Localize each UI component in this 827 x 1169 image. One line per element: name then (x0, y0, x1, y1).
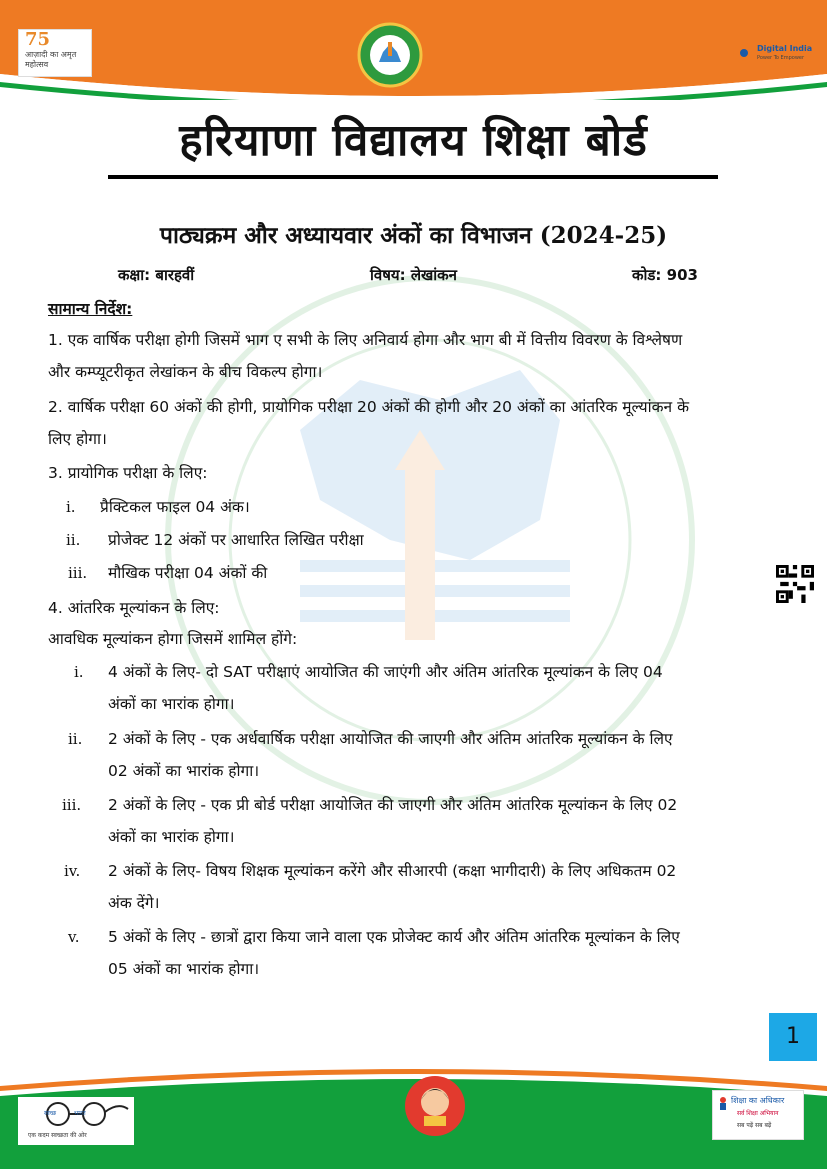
assessment-item-line-2: अंकों का भारांक होगा। (108, 828, 235, 846)
digital-india-icon (733, 42, 755, 64)
assessment-item-line-2: 02 अंकों का भारांक होगा। (108, 762, 260, 780)
assessment-item-number: i. (74, 663, 84, 681)
assessment-item-line-1: 5 अंकों के लिए - छात्रों द्वारा किया जाने वाला एक प्रोजेक्ट कार्य और अंतिम आंतरिक मूल्यांकन के लिए (108, 928, 680, 946)
page-number-badge: 1 (769, 1013, 817, 1061)
beti-bachao-logo-icon (404, 1070, 466, 1142)
code-label: कोड: 903 (632, 266, 698, 284)
practical-item-number: iii. (68, 564, 88, 582)
shiksha-ka-adhikar-logo (712, 1090, 804, 1140)
point-3-heading: 3. प्रायोगिक परीक्षा के लिए: (48, 464, 208, 482)
class-label: कक्षा: बारहवीं (118, 266, 195, 284)
digital-india-tagline: Power To Empower (757, 55, 805, 61)
qr-code-icon[interactable] (776, 565, 814, 603)
swachh-bharat-tagline: एक कदम स्वच्छता की ओर (28, 1132, 87, 1139)
assessment-item-line-2: अंकों का भारांक होगा। (108, 695, 235, 713)
children-icon (715, 1095, 731, 1111)
page-title: हरियाणा विद्यालय शिक्षा बोर्ड (179, 115, 648, 166)
assessment-item-line-2: 05 अंकों का भारांक होगा। (108, 960, 260, 978)
swachh-bharat-logo (18, 1097, 134, 1145)
digital-india-label: Digital India (757, 44, 813, 53)
section-heading: सामान्य निर्देश: (48, 300, 133, 318)
title-underline (108, 175, 718, 179)
assessment-item-line-2: अंक देंगे। (108, 894, 160, 912)
assessment-item-number: v. (68, 928, 80, 946)
practical-item-number: ii. (66, 531, 81, 549)
board-emblem-icon (357, 22, 423, 88)
swachh-bharat-label: स्वच्छ भारत (44, 1110, 86, 1117)
assessment-item-line-1: 2 अंकों के लिए - एक अर्धवार्षिक परीक्षा आयोजित की जाएगी और अंतिम आंतरिक मूल्यांकन के लिए (108, 730, 673, 748)
rte-tagline: सब पढ़ें सब बढ़ें (737, 1122, 772, 1129)
page-subtitle: पाठ्यक्रम और अध्यायवार अंकों का विभाजन (2024-25) (159, 222, 668, 249)
azadi-ka-amrit-mahotsav-logo (18, 29, 92, 77)
practical-item-text: प्रोजेक्ट 12 अंकों पर आधारित लिखित परीक्षा (108, 531, 364, 549)
practical-item-text: मौखिक परीक्षा 04 अंकों की (108, 564, 268, 582)
rte-title: शिक्षा का अधिकार (731, 1096, 785, 1105)
assessment-item-number: ii. (68, 730, 83, 748)
azadi-logo-caption: आज़ादी का अमृत महोत्सव (25, 50, 77, 69)
point-4-intro: आवधिक मूल्यांकन होगा जिसमें शामिल होंगे: (48, 630, 298, 648)
point-2-line-1: 2. वार्षिक परीक्षा 60 अंकों की होगी, प्रायोगिक परीक्षा 20 अंकों की होगी और 20 अंकों का आंतरिक मूल्यांकन के (48, 398, 689, 416)
assessment-item-line-1: 4 अंकों के लिए- दो SAT परीक्षाएं आयोजित की जाएंगी और अंतिम आंतरिक मूल्यांकन के लिए 04 (108, 663, 663, 681)
practical-item-number: i. (66, 498, 76, 516)
point-2-line-2: लिए होगा। (48, 430, 107, 448)
point-1-line-2: और कम्प्यूटरीकृत लेखांकन के बीच विकल्प होगा। (48, 363, 323, 381)
assessment-item-number: iii. (62, 796, 82, 814)
point-1-line-1: 1. एक वार्षिक परीक्षा होगी जिसमें भाग ए सभी के लिए अनिवार्य होगा और भाग बी में वित्तीय विवरण के विश्लेषण (48, 331, 683, 349)
subject-label: विषय: लेखांकन (370, 266, 457, 284)
practical-item-text: प्रैक्टिकल फाइल 04 अंक। (100, 498, 250, 516)
point-4-heading: 4. आंतरिक मूल्यांकन के लिए: (48, 599, 220, 617)
assessment-item-line-1: 2 अंकों के लिए- विषय शिक्षक मूल्यांकन करेंगे और सीआरपी (कक्षा भागीदारी) के लिए अधिकतम 02 (108, 862, 677, 880)
rte-subtitle: सर्व शिक्षा अभियान (737, 1110, 779, 1117)
digital-india-logo (733, 38, 813, 70)
assessment-item-number: iv. (64, 862, 81, 880)
assessment-item-line-1: 2 अंकों के लिए - एक प्री बोर्ड परीक्षा आयोजित की जाएगी और अंतिम आंतरिक मूल्यांकन के लिए 02 (108, 796, 678, 814)
azadi-logo-number: 75 (25, 29, 51, 50)
